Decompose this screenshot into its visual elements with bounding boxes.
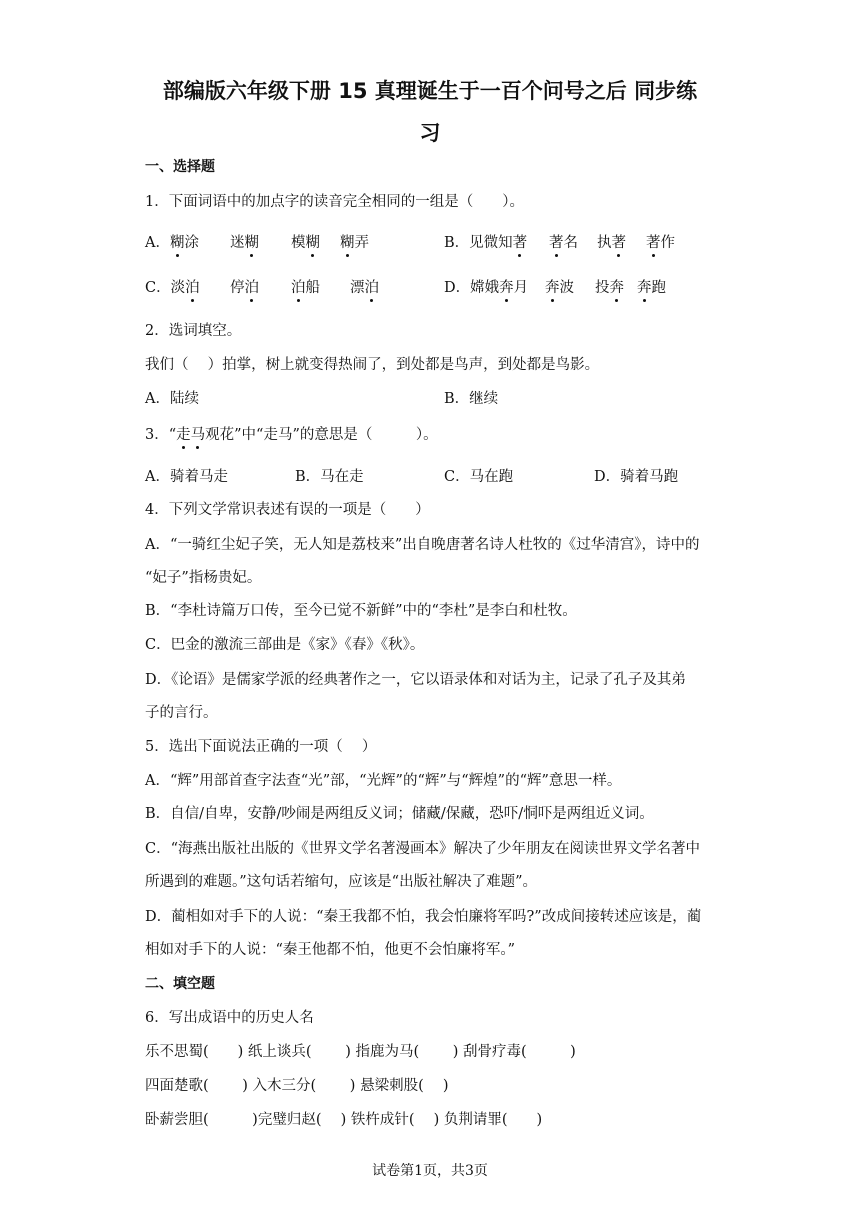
question-5-stem: 5．选出下面说法正确的一项（ ） [145,739,377,755]
question-2-sentence: 我们（ ）拍掌，树上就变得热闹了，到处都是鸟声，到处都是鸟影。 [145,357,600,373]
q1-b-word2: 著名 [549,235,578,251]
q2-option-a: A．陆续 [145,391,199,407]
q1-c-word3: 泊船 [291,280,320,296]
q5-option-d: D．蔺相如对手下的人说：“秦王我都不怕，我会怕廉将军吗?”改成间接转述应该是，蔺 [145,909,702,925]
q1-c-word4: 漂泊 [350,280,379,296]
q1-a-word3: 模糊 [291,235,320,251]
q3-option-d: D．骑着马跑 [594,469,679,485]
section-heading-choice: 一、选择题 [145,159,215,175]
q5-option-c-continued: 所遇到的难题。”这句话若缩句，应该是“出版社解决了难题”。 [145,874,537,890]
question-4-stem: 4．下列文学常识表述有误的一项是（ ） [145,502,430,518]
q1-b-word4: 著作 [646,235,675,251]
q4-option-d-continued: 子的言行。 [145,705,218,721]
q1-c-word2: 停泊 [230,280,259,296]
q6-row-3: 卧薪尝胆( )完璧归赵( ) 铁杵成针( ) 负荆请罪( ) [145,1112,543,1128]
q1-d-word4: 奔跑 [637,280,666,296]
question-1-stem: 1．下面词语中的加点字的读音完全相同的一组是（ ）。 [145,194,524,210]
page-title: 部编版六年级下册 15 真理诞生于一百个问号之后 同步练 [162,79,698,103]
q3-option-c: C．马在跑 [444,469,514,485]
q5-option-a: A．“辉”用部首查字法查“光”部，“光辉”的“辉”与“辉煌”的“辉”意思一样。 [145,773,622,789]
q1-option-a: A．糊涂 [145,235,199,251]
q5-option-d-continued: 相如对手下的人说：“秦王他都不怕，他更不会怕廉将军。” [145,942,516,958]
q6-row-2: 四面楚歌( ) 入木三分( ) 悬梁刺股( ) [145,1078,449,1094]
q6-row-1: 乐不思蜀( ) 纸上谈兵( ) 指鹿为马( ) 刮骨疗毒( ) [145,1044,576,1060]
question-2-stem: 2．选词填空。 [145,323,242,339]
q4-option-a-continued: “妃子”指杨贵妃。 [145,570,262,586]
q1-b-word3: 执著 [597,235,626,251]
q2-option-b: B．继续 [444,391,499,407]
q1-a-word2: 迷糊 [230,235,259,251]
q4-option-b: B．“李杜诗篇万口传，至今已觉不新鲜”中的“李杜”是李白和杜牧。 [145,603,577,619]
q4-option-d: D．《论语》是儒家学派的经典著作之一，它以语录体和对话为主，记录了孔子及其弟 [145,672,686,688]
q5-option-c: C．“海燕出版社出版的《世界文学名著漫画本》解决了少年朋友在阅读世界文学名著中 [145,841,701,857]
q1-option-b: B．见微知著 [444,235,528,251]
q1-option-c: C．淡泊 [145,280,200,296]
q3-option-a: A．骑着马走 [145,469,228,485]
question-3-stem: 3．“走马观花”中“走马”的意思是（ ）。 [145,427,438,443]
q5-option-b: B．自信/自卑，安静/吵闹是两组反义词；储藏/保藏，恐吓/恫吓是两组近义词。 [145,806,654,822]
section-heading-fill: 二、填空题 [145,976,215,992]
q4-option-a: A．“一骑红尘妃子笑，无人知是荔枝来”出自晚唐著名诗人杜牧的《过华清宫》，诗中的 [145,537,700,553]
q1-d-word3: 投奔 [595,280,624,296]
page-footer: 试卷第1页，共3页 [372,1163,488,1179]
q1-option-d: D．嫦娥奔月 [444,280,529,296]
q1-a-word4: 糊弄 [340,235,369,251]
q3-option-b: B．马在走 [295,469,364,485]
question-6-stem: 6．写出成语中的历史人名 [145,1010,314,1026]
q4-option-c: C．巴金的激流三部曲是《家》《春》《秋》。 [145,637,425,653]
page-title-continued: 习 [419,121,441,145]
q1-d-word2: 奔波 [545,280,574,296]
